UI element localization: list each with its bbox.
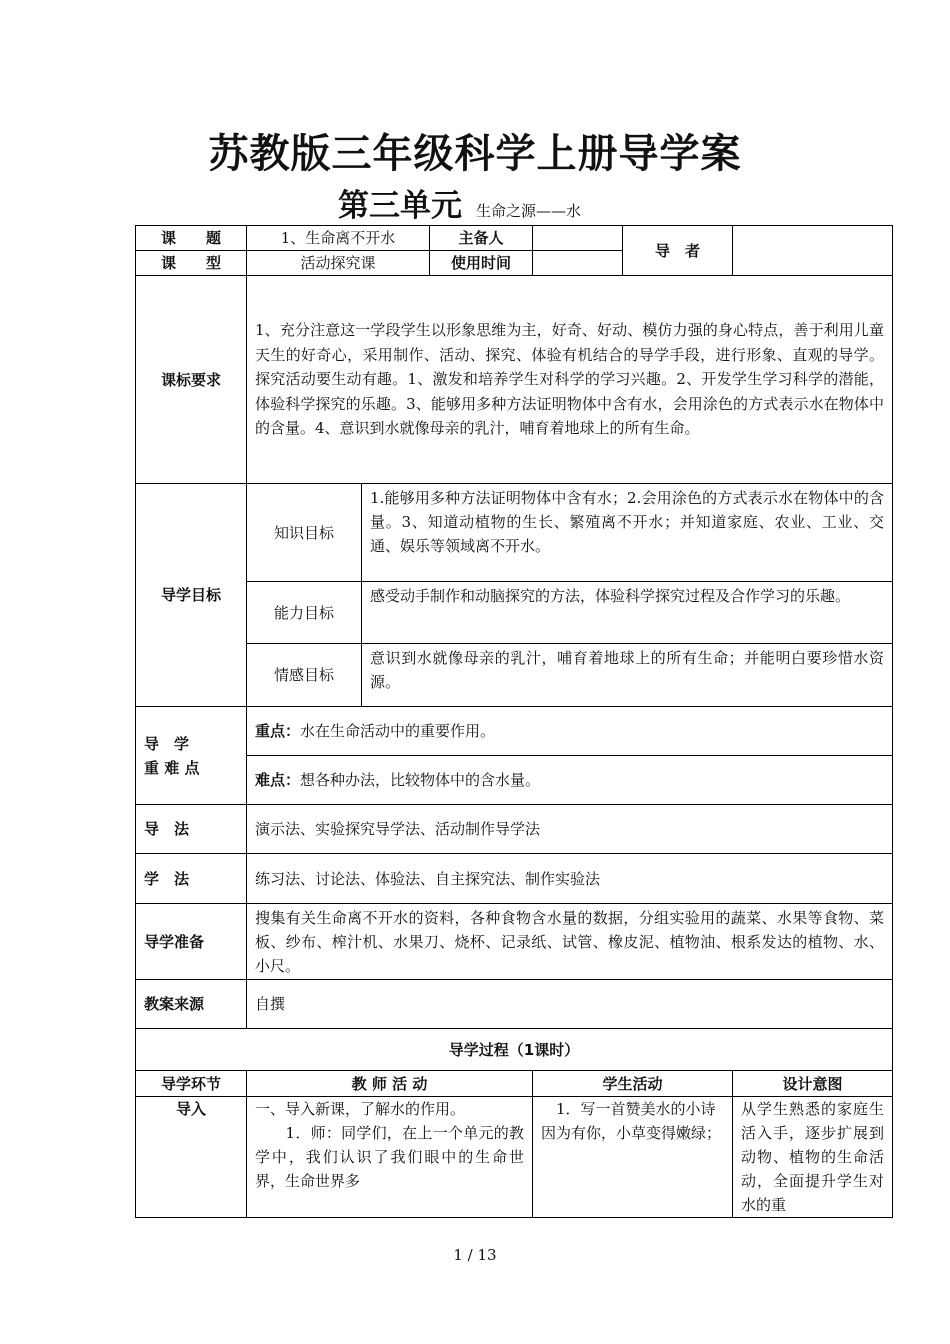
preparer-value <box>533 226 623 251</box>
lesson-plan-table <box>135 225 893 1218</box>
student-activity-line2: 因为有你，小草变得嫩绿； <box>541 1124 722 1142</box>
difficult-point-cell <box>247 756 893 805</box>
teaching-method-row <box>136 805 893 854</box>
teaching-method-label: 导 法 <box>136 805 247 854</box>
process-row <box>136 1097 893 1218</box>
teaching-method-text: 演示法、实验探究导学法、活动制作导学法 <box>247 805 893 854</box>
goal-emotion-row <box>136 644 893 707</box>
teacher-activity-line1: 一、导入新课，了解水的作用。 <box>255 1100 466 1118</box>
standards-row <box>136 276 893 484</box>
unit-topic: 生命之源——水 <box>476 202 582 220</box>
learning-method-label: 学 法 <box>136 854 247 904</box>
goal-ability-row <box>136 582 893 644</box>
knowledge-goal-text: 1.能够用多种方法证明物体中含有水；2.会用涂色的方式表示水在物体中的含量。3、知道动植物的生长、繁殖离不开水；并知道家庭、农业、工业、交通、娱乐等领域离不开水。 <box>362 484 893 582</box>
goals-label: 导学目标 <box>136 484 247 707</box>
time-value <box>533 251 623 276</box>
key-point-label: 重点： <box>255 722 301 740</box>
source-label: 教案来源 <box>136 980 247 1029</box>
process-teacher-activity <box>247 1097 533 1218</box>
source-row <box>136 980 893 1029</box>
process-title-row <box>136 1029 893 1071</box>
knowledge-goal-label: 知识目标 <box>247 484 362 582</box>
document-title: 苏教版三年级科学上册导学案 <box>208 131 742 177</box>
page-number: 1 / 13 <box>453 1246 497 1264</box>
teacher-activity-line2: 1．师：同学们，在上一个单元的教学中，我们认识了我们眼中的生命世界，生命世界多 <box>255 1124 525 1190</box>
source-text: 自撰 <box>247 980 893 1029</box>
student-activity-line1: 1．写一首赞美水的小诗 <box>541 1100 716 1118</box>
topic-label: 课 题 <box>136 226 247 251</box>
unit-label: 第三单元 <box>338 188 462 224</box>
guide-label: 导 者 <box>623 226 733 276</box>
process-stage: 导入 <box>136 1097 247 1218</box>
process-title: 导学过程（1课时） <box>136 1029 893 1071</box>
header-row-1 <box>136 226 893 251</box>
guide-value <box>733 226 893 276</box>
preparation-row <box>136 904 893 980</box>
key-points-label <box>136 707 247 805</box>
ability-goal-label: 能力目标 <box>247 582 362 644</box>
emotion-goal-text: 意识到水就像母亲的乳汁，哺育着地球上的所有生命；并能明白要珍惜水资源。 <box>362 644 893 707</box>
emotion-goal-label: 情感目标 <box>247 644 362 707</box>
standards-text: 1、充分注意这一学段学生以形象思维为主，好奇、好动、模仿力强的身心特点，善于利用儿童天生的好奇心，采用制作、活动、探究、体验有机结合的导学手段，进行形象、直观的导学。探究活动要生动有趣。1、激发和培养学生对科学的学习兴趣。2、开发学生学习科学的潜能，体验科学探究的乐趣。3、能够用多种方法证明物体中含有水，会用涂色的方式表示水在物体中的含量。4、意识到水就像母亲的乳汁，哺育着地球上的所有生命。 <box>247 276 893 484</box>
key-point-text: 水在生命活动中的重要作用。 <box>300 722 496 740</box>
time-label: 使用时间 <box>430 251 533 276</box>
standards-label: 课标要求 <box>136 276 247 484</box>
type-value: 活动探究课 <box>247 251 430 276</box>
difficult-point-row <box>136 756 893 805</box>
ability-goal-text: 感受动手制作和动脑探究的方法，体验科学探究过程及合作学习的乐趣。 <box>362 582 893 644</box>
learning-method-row <box>136 854 893 904</box>
difficult-point-label: 难点： <box>255 771 301 789</box>
key-points-label-line2: 重 难 点 <box>144 758 200 777</box>
key-points-label-line1: 导 学 <box>144 734 190 753</box>
goal-knowledge-row <box>136 484 893 582</box>
process-student-activity <box>533 1097 733 1218</box>
learning-method-text: 练习法、讨论法、体验法、自主探究法、制作实验法 <box>247 854 893 904</box>
key-point-row <box>136 707 893 756</box>
type-label: 课 型 <box>136 251 247 276</box>
col-stage-header: 导学环节 <box>136 1071 247 1097</box>
preparation-text: 搜集有关生命离不开水的资料，各种食物含水量的数据，分组实验用的蔬菜、水果等食物、菜板、纱布、榨汁机、水果刀、烧杯、记录纸、试管、橡皮泥、植物油、根系发达的植物、水、小尺。 <box>247 904 893 980</box>
topic-value: 1、生命离不开水 <box>247 226 430 251</box>
process-design-intent: 从学生熟悉的家庭生活入手，逐步扩展到动物、植物的生命活动，全面提升学生对水的重 <box>733 1097 893 1218</box>
difficult-point-text: 想各种办法，比较物体中的含水量。 <box>300 771 541 789</box>
preparation-label: 导学准备 <box>136 904 247 980</box>
unit-heading <box>338 180 581 225</box>
col-design-header: 设计意图 <box>733 1071 893 1097</box>
preparer-label: 主备人 <box>430 226 533 251</box>
key-point-cell <box>247 707 893 756</box>
col-student-header: 学生活动 <box>533 1071 733 1097</box>
process-header-row <box>136 1071 893 1097</box>
col-teacher-header: 教 师 活 动 <box>247 1071 533 1097</box>
